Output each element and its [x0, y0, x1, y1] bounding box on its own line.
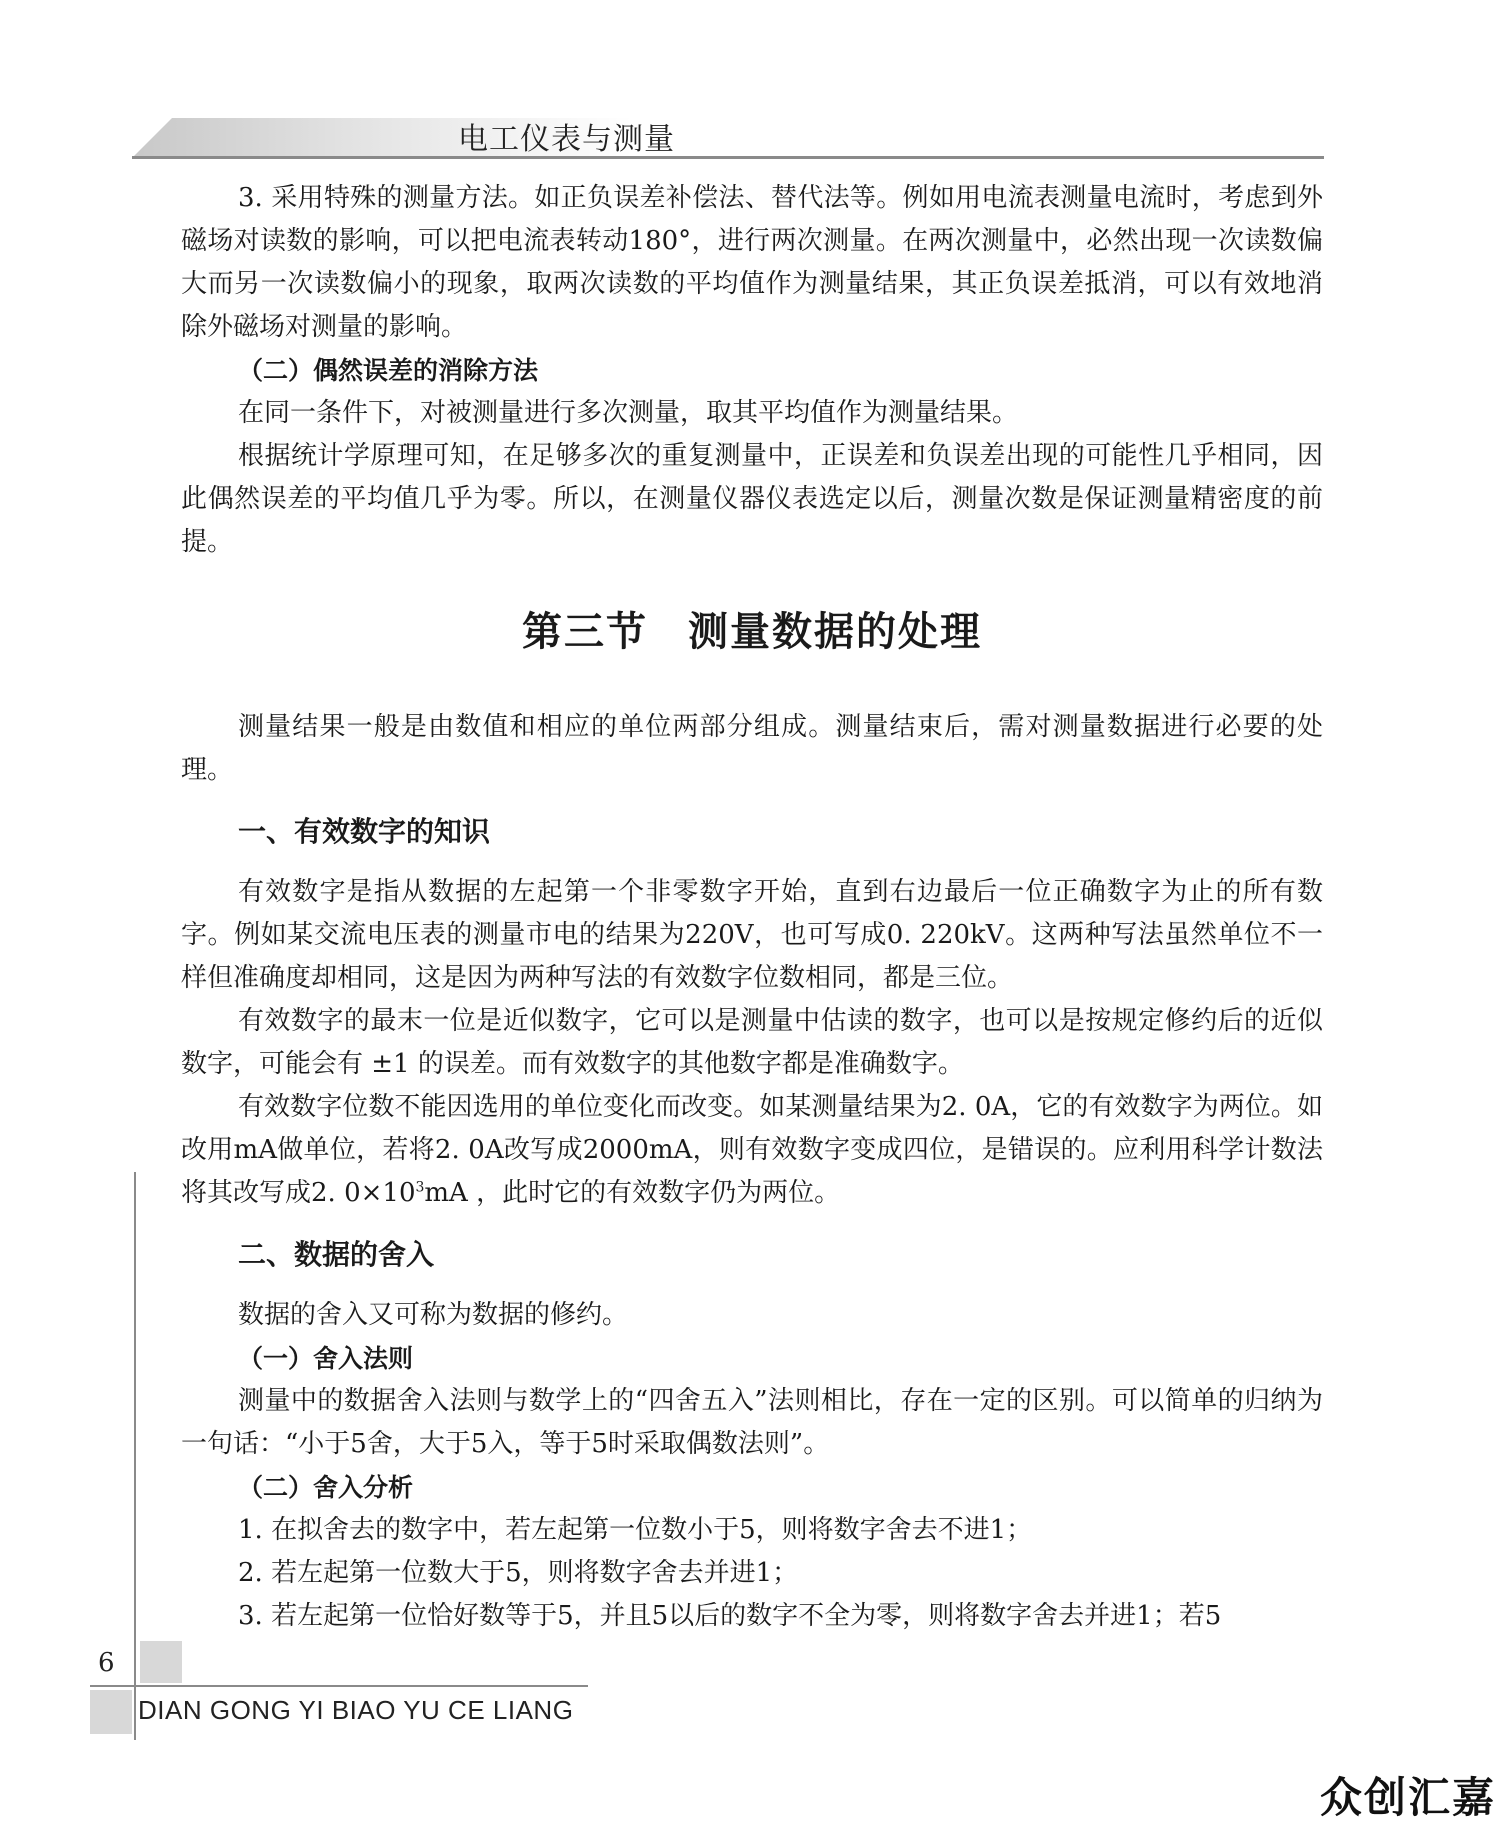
section-title: [181, 602, 1323, 662]
paragraph: 根据统计学原理可知，在足够多次的重复测量中，正误差和负误差出现的可能性几乎相同，因此偶然误差的平均值几乎为零。所以，在测量仪器仪表选定以后，测量次数是保证测量精密度的前提。: [181, 441, 1323, 557]
watermark-logo: 众创汇嘉: [1319, 1773, 1496, 1822]
list-item: 1. 在拟舍去的数字中，若左起第一位数小于5，则将数字舍去不进1；: [238, 1515, 1033, 1545]
footer-box: [140, 1641, 182, 1683]
margin-rule: [134, 1172, 136, 1740]
subheading-rounding-analysis: （二）舍入分析: [238, 1473, 414, 1502]
paragraph: 有效数字是指从数据的左起第一个非零数字开始，直到右边最后一位正确数字为止的所有数字。例如某交流电压表的测量市电的结果为220V，也可写成0. 220kV。这两种写法虽然单位不一样但准确度却相同，这是因为两种写法的有效数字位数相同，都是三位。: [181, 877, 1323, 993]
paragraph: 测量结果一般是由数值和相应的单位两部分组成。测量结束后，需对测量数据进行必要的处理。: [181, 712, 1323, 785]
footer-rule: [90, 1685, 588, 1687]
header-band: [132, 118, 1324, 158]
text-run: mA ，此时它的有效数字仍为两位。: [424, 1178, 841, 1208]
paragraph: 数据的舍入又可称为数据的修约。: [238, 1300, 629, 1330]
section-name: 测量数据的处理: [688, 608, 982, 655]
paragraph: [181, 1086, 1323, 1215]
text-run: 有效数字位数不能因选用的单位变化而改变。如某测量结果为2. 0A，它的有效数字为两位。如改用mA做单位，若将2. 0A改写成2000mA，则有效数字变成四位，是错误的。应利用科学计数法将其改写成2. 0×10: [181, 1092, 1323, 1208]
paragraph: 在同一条件下，对被测量进行多次测量，取其平均值作为测量结果。: [238, 398, 1019, 428]
paragraph: 3. 采用特殊的测量方法。如正负误差补偿法、替代法等。例如用电流表测量电流时，考虑到外磁场对读数的影响，可以把电流表转动180°，进行两次测量。在两次测量中，必然出现一次读数偏大而另一次读数偏小的现象，取两次读数的平均值作为测量结果，其正负误差抵消，可以有效地消除外磁场对测量的影响。: [181, 183, 1323, 342]
footer-block: [90, 1690, 132, 1734]
subheading-random-error: （二）偶然误差的消除方法: [238, 356, 539, 385]
running-header-title: 电工仪表与测量: [458, 122, 675, 157]
running-footer-title: DIAN GONG YI BIAO YU CE LIANG: [138, 1695, 574, 1725]
page-number: 6: [98, 1648, 115, 1678]
subheading-rounding-rule: （一）舍入法则: [238, 1344, 414, 1373]
list-item: 2. 若左起第一位数大于5，则将数字舍去并进1；: [238, 1558, 799, 1588]
list-item: 3. 若左起第一位恰好数等于5，并且5以后的数字不全为零，则将数字舍去并进1；若5: [238, 1601, 1222, 1631]
superscript: 3: [415, 1179, 425, 1196]
page-body: [181, 177, 1323, 1638]
section-number: 第三节: [522, 608, 648, 655]
paragraph: 测量中的数据舍入法则与数学上的“四舍五入”法则相比，存在一定的区别。可以简单的归纳为一句话：“小于5舍，大于5入，等于5时采取偶数法则”。: [181, 1386, 1323, 1459]
paragraph: 有效数字的最末一位是近似数字，它可以是测量中估读的数字，也可以是按规定修约后的近似数字，可能会有 ±1 的误差。而有效数字的其他数字都是准确数字。: [181, 1006, 1323, 1079]
heading-rounding: 二、数据的舍入: [238, 1238, 435, 1271]
heading-significant-figures: 一、有效数字的知识: [238, 815, 491, 848]
header-rule: [132, 156, 1324, 159]
